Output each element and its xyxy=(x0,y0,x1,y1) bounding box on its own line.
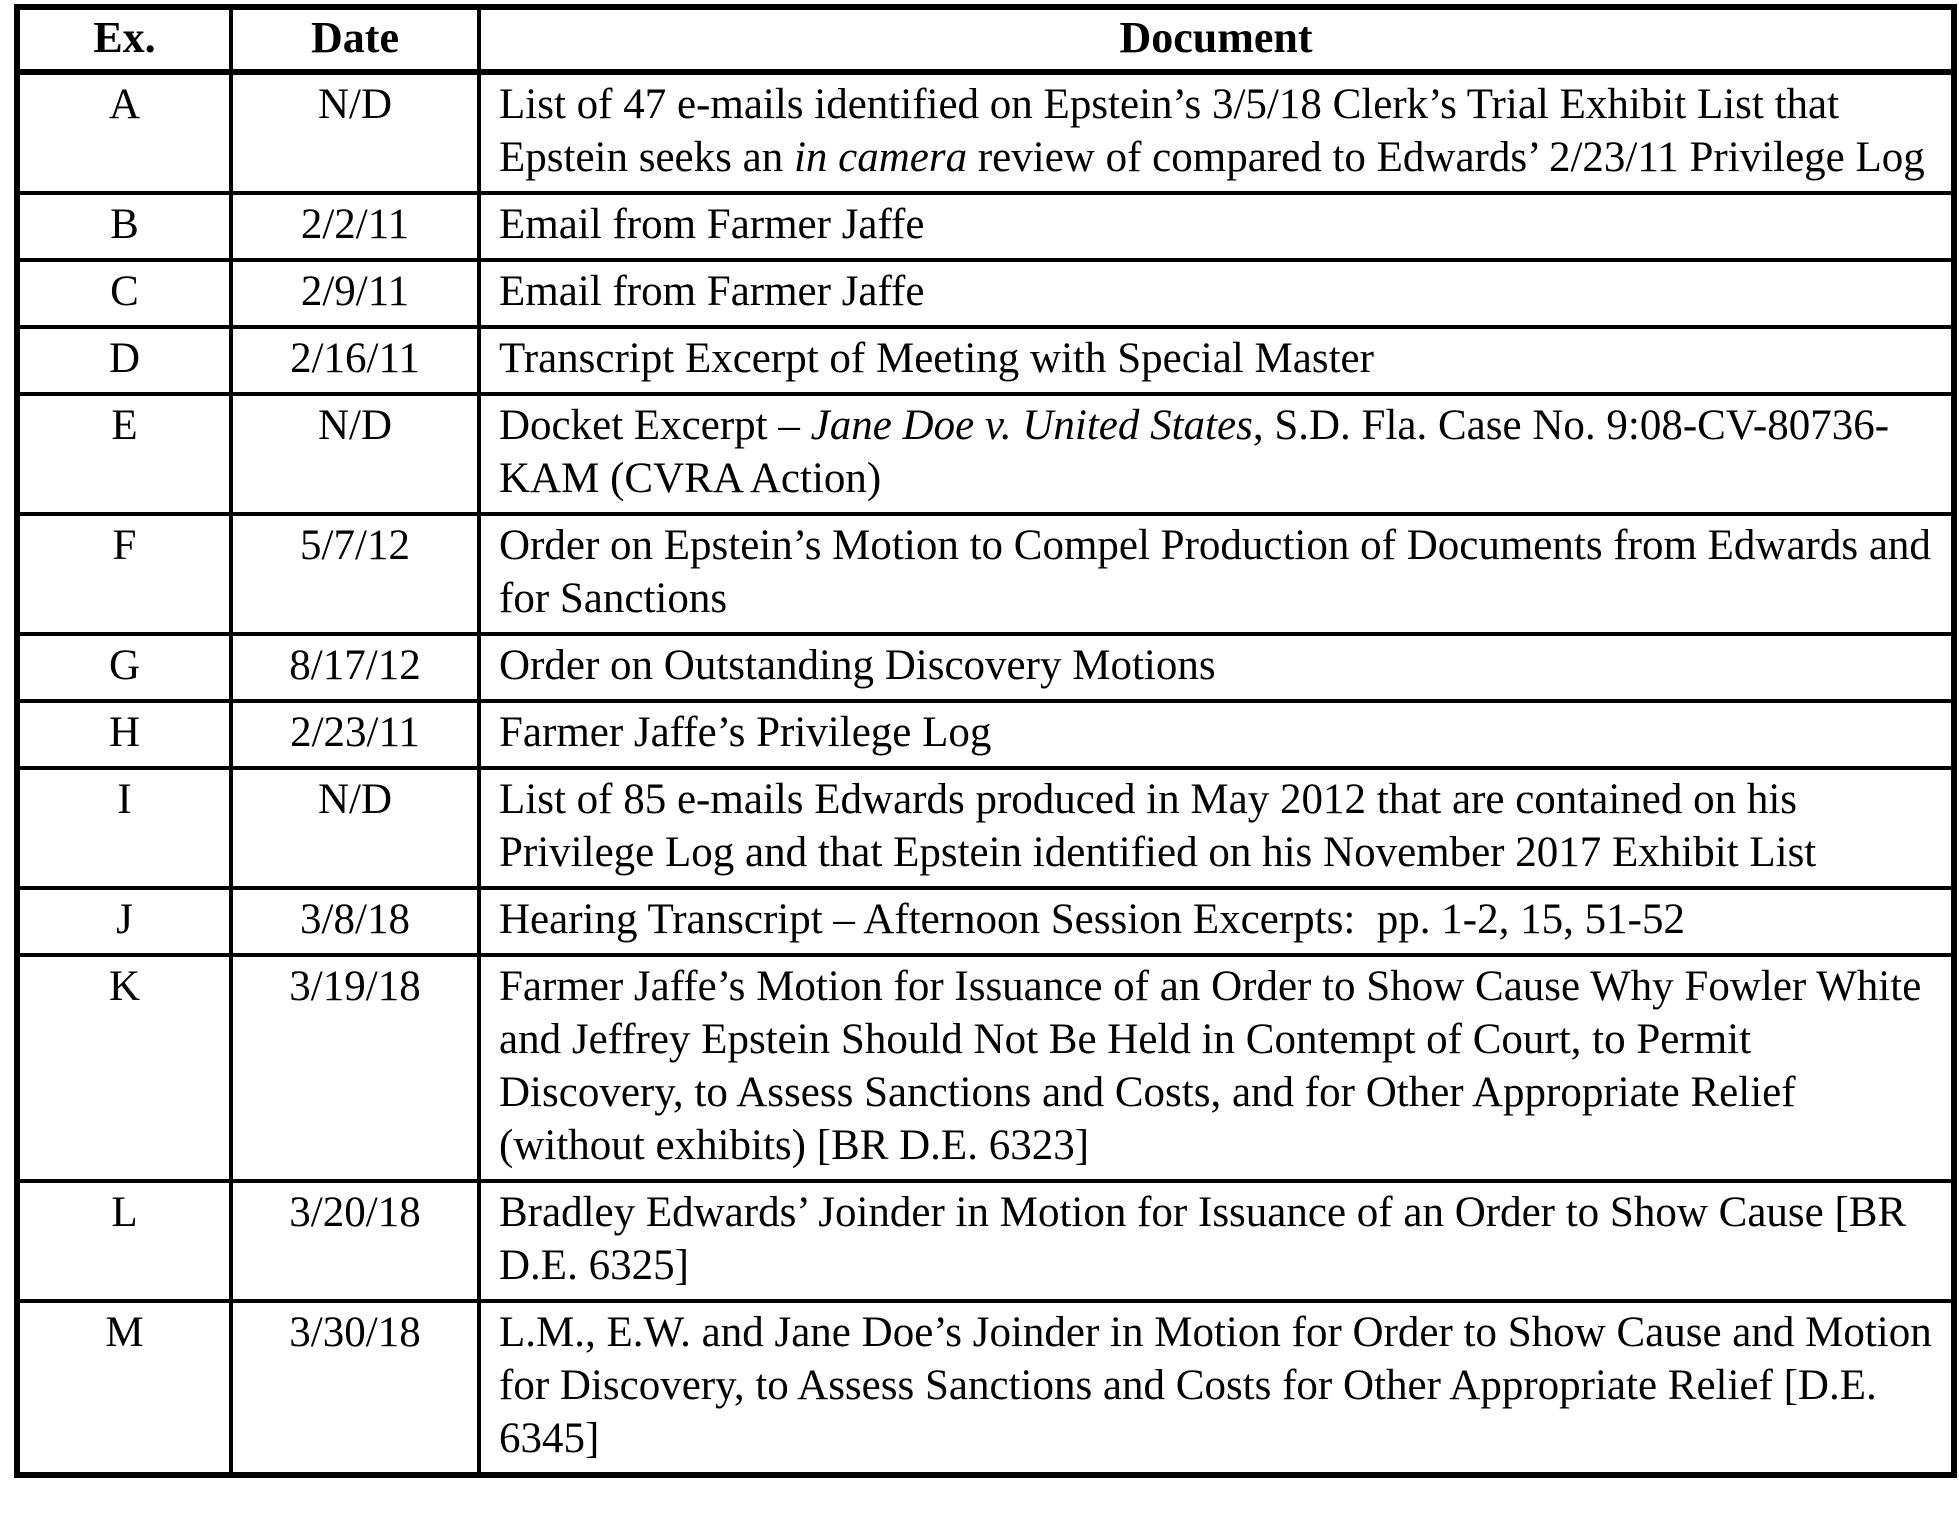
table-row xyxy=(17,1301,1954,1475)
table-row xyxy=(17,1181,1954,1301)
table-body xyxy=(17,72,1954,1475)
header-row xyxy=(17,7,1954,72)
table-row xyxy=(17,634,1954,701)
table-row xyxy=(17,394,1954,514)
exhibit-letter-cell: G xyxy=(17,634,231,701)
table-row xyxy=(17,768,1954,888)
exhibit-date-cell: 2/23/11 xyxy=(231,701,479,768)
document-text: Farmer Jaffe’s Privilege Log xyxy=(499,709,992,756)
document-text: List of 85 e-mails Edwards produced in May 2012 that are contained on his Privilege Log and that Epstein identified on his November 2017 Exhibit List xyxy=(499,776,1817,876)
exhibit-letter-cell: H xyxy=(17,701,231,768)
exhibit-date-cell: 2/9/11 xyxy=(231,260,479,327)
exhibit-letter-cell: D xyxy=(17,327,231,394)
exhibit-date-cell: 5/7/12 xyxy=(231,514,479,634)
exhibit-document-cell xyxy=(479,72,1954,193)
exhibit-date-cell: N/D xyxy=(231,768,479,888)
exhibit-date-cell: N/D xyxy=(231,394,479,514)
exhibit-letter-cell: A xyxy=(17,72,231,193)
document-text: Bradley Edwards’ Joinder in Motion for Issuance of an Order to Show Cause [BR D.E. 6325] xyxy=(499,1189,1917,1289)
table-header xyxy=(17,7,1954,72)
exhibit-date-cell: 2/2/11 xyxy=(231,193,479,260)
exhibit-date-cell: 3/19/18 xyxy=(231,955,479,1181)
exhibit-date-cell: 2/16/11 xyxy=(231,327,479,394)
document-text: Farmer Jaffe’s Motion for Issuance of an Order to Show Cause Why Fowler White and Jeffrey Epstein Should Not Be Held in Contempt of Court, to Permit Discovery, to Assess Sanctions and Costs, and for Other Appropriate Relief (without exhibits) [BR D.E. 6323] xyxy=(499,963,1933,1169)
exhibit-letter-cell: L xyxy=(17,1181,231,1301)
exhibit-document-cell xyxy=(479,514,1954,634)
document-text: Hearing Transcript – Afternoon Session Excerpts: pp. 1-2, 15, 51-52 xyxy=(499,896,1685,943)
exhibit-letter-cell: E xyxy=(17,394,231,514)
document-text: Docket Excerpt – xyxy=(499,402,811,449)
exhibit-document-cell xyxy=(479,955,1954,1181)
exhibit-date-cell: 3/30/18 xyxy=(231,1301,479,1475)
document-text: List of 47 e-mails identified on Epstein’s 3/5/18 Clerk’s Trial Exhibit List that Epstein seeks an xyxy=(499,81,1850,181)
document-text-italic: Jane Doe v. United States xyxy=(810,402,1253,449)
column-header-ex: Ex. xyxy=(17,7,231,72)
table-row xyxy=(17,193,1954,260)
table-row xyxy=(17,327,1954,394)
exhibit-document-cell xyxy=(479,394,1954,514)
exhibit-document-cell xyxy=(479,888,1954,955)
exhibit-letter-cell: K xyxy=(17,955,231,1181)
table-row xyxy=(17,72,1954,193)
table-row xyxy=(17,260,1954,327)
exhibit-document-cell xyxy=(479,701,1954,768)
exhibit-date-cell: 3/8/18 xyxy=(231,888,479,955)
document-text: Order on Outstanding Discovery Motions xyxy=(499,642,1216,689)
document-text: review of compared to Edwards’ 2/23/11 Privilege Log xyxy=(967,134,1925,181)
exhibit-letter-cell: C xyxy=(17,260,231,327)
exhibit-letter-cell: F xyxy=(17,514,231,634)
column-header-document: Document xyxy=(479,7,1954,72)
column-header-date: Date xyxy=(231,7,479,72)
document-text: Email from Farmer Jaffe xyxy=(499,201,925,248)
exhibit-date-cell: N/D xyxy=(231,72,479,193)
document-text: Email from Farmer Jaffe xyxy=(499,268,925,315)
table-row xyxy=(17,514,1954,634)
exhibit-letter-cell: M xyxy=(17,1301,231,1475)
exhibit-letter-cell: B xyxy=(17,193,231,260)
exhibit-date-cell: 3/20/18 xyxy=(231,1181,479,1301)
exhibit-document-cell xyxy=(479,260,1954,327)
document-text: Order on Epstein’s Motion to Compel Production of Documents from Edwards and for Sanctions xyxy=(499,522,1942,622)
table-row xyxy=(17,888,1954,955)
exhibit-list-table xyxy=(14,4,1957,1478)
document-text: Transcript Excerpt of Meeting with Special Master xyxy=(499,335,1374,382)
exhibit-document-cell xyxy=(479,1181,1954,1301)
exhibit-document-cell xyxy=(479,193,1954,260)
exhibit-letter-cell: J xyxy=(17,888,231,955)
exhibit-document-cell xyxy=(479,634,1954,701)
exhibit-document-cell xyxy=(479,1301,1954,1475)
exhibit-document-cell xyxy=(479,768,1954,888)
document-text: L.M., E.W. and Jane Doe’s Joinder in Motion for Order to Show Cause and Motion for Discovery, to Assess Sanctions and Costs for Other Appropriate Relief [D.E. 6345] xyxy=(499,1309,1943,1462)
exhibit-date-cell: 8/17/12 xyxy=(231,634,479,701)
exhibit-document-cell xyxy=(479,327,1954,394)
table-row xyxy=(17,955,1954,1181)
document-text-italic: in camera xyxy=(793,134,968,181)
exhibit-letter-cell: I xyxy=(17,768,231,888)
document-text: , S.D. Fla. Case No. 9:08-CV-80736-KAM (CVRA Action) xyxy=(499,402,1890,502)
table-row xyxy=(17,701,1954,768)
